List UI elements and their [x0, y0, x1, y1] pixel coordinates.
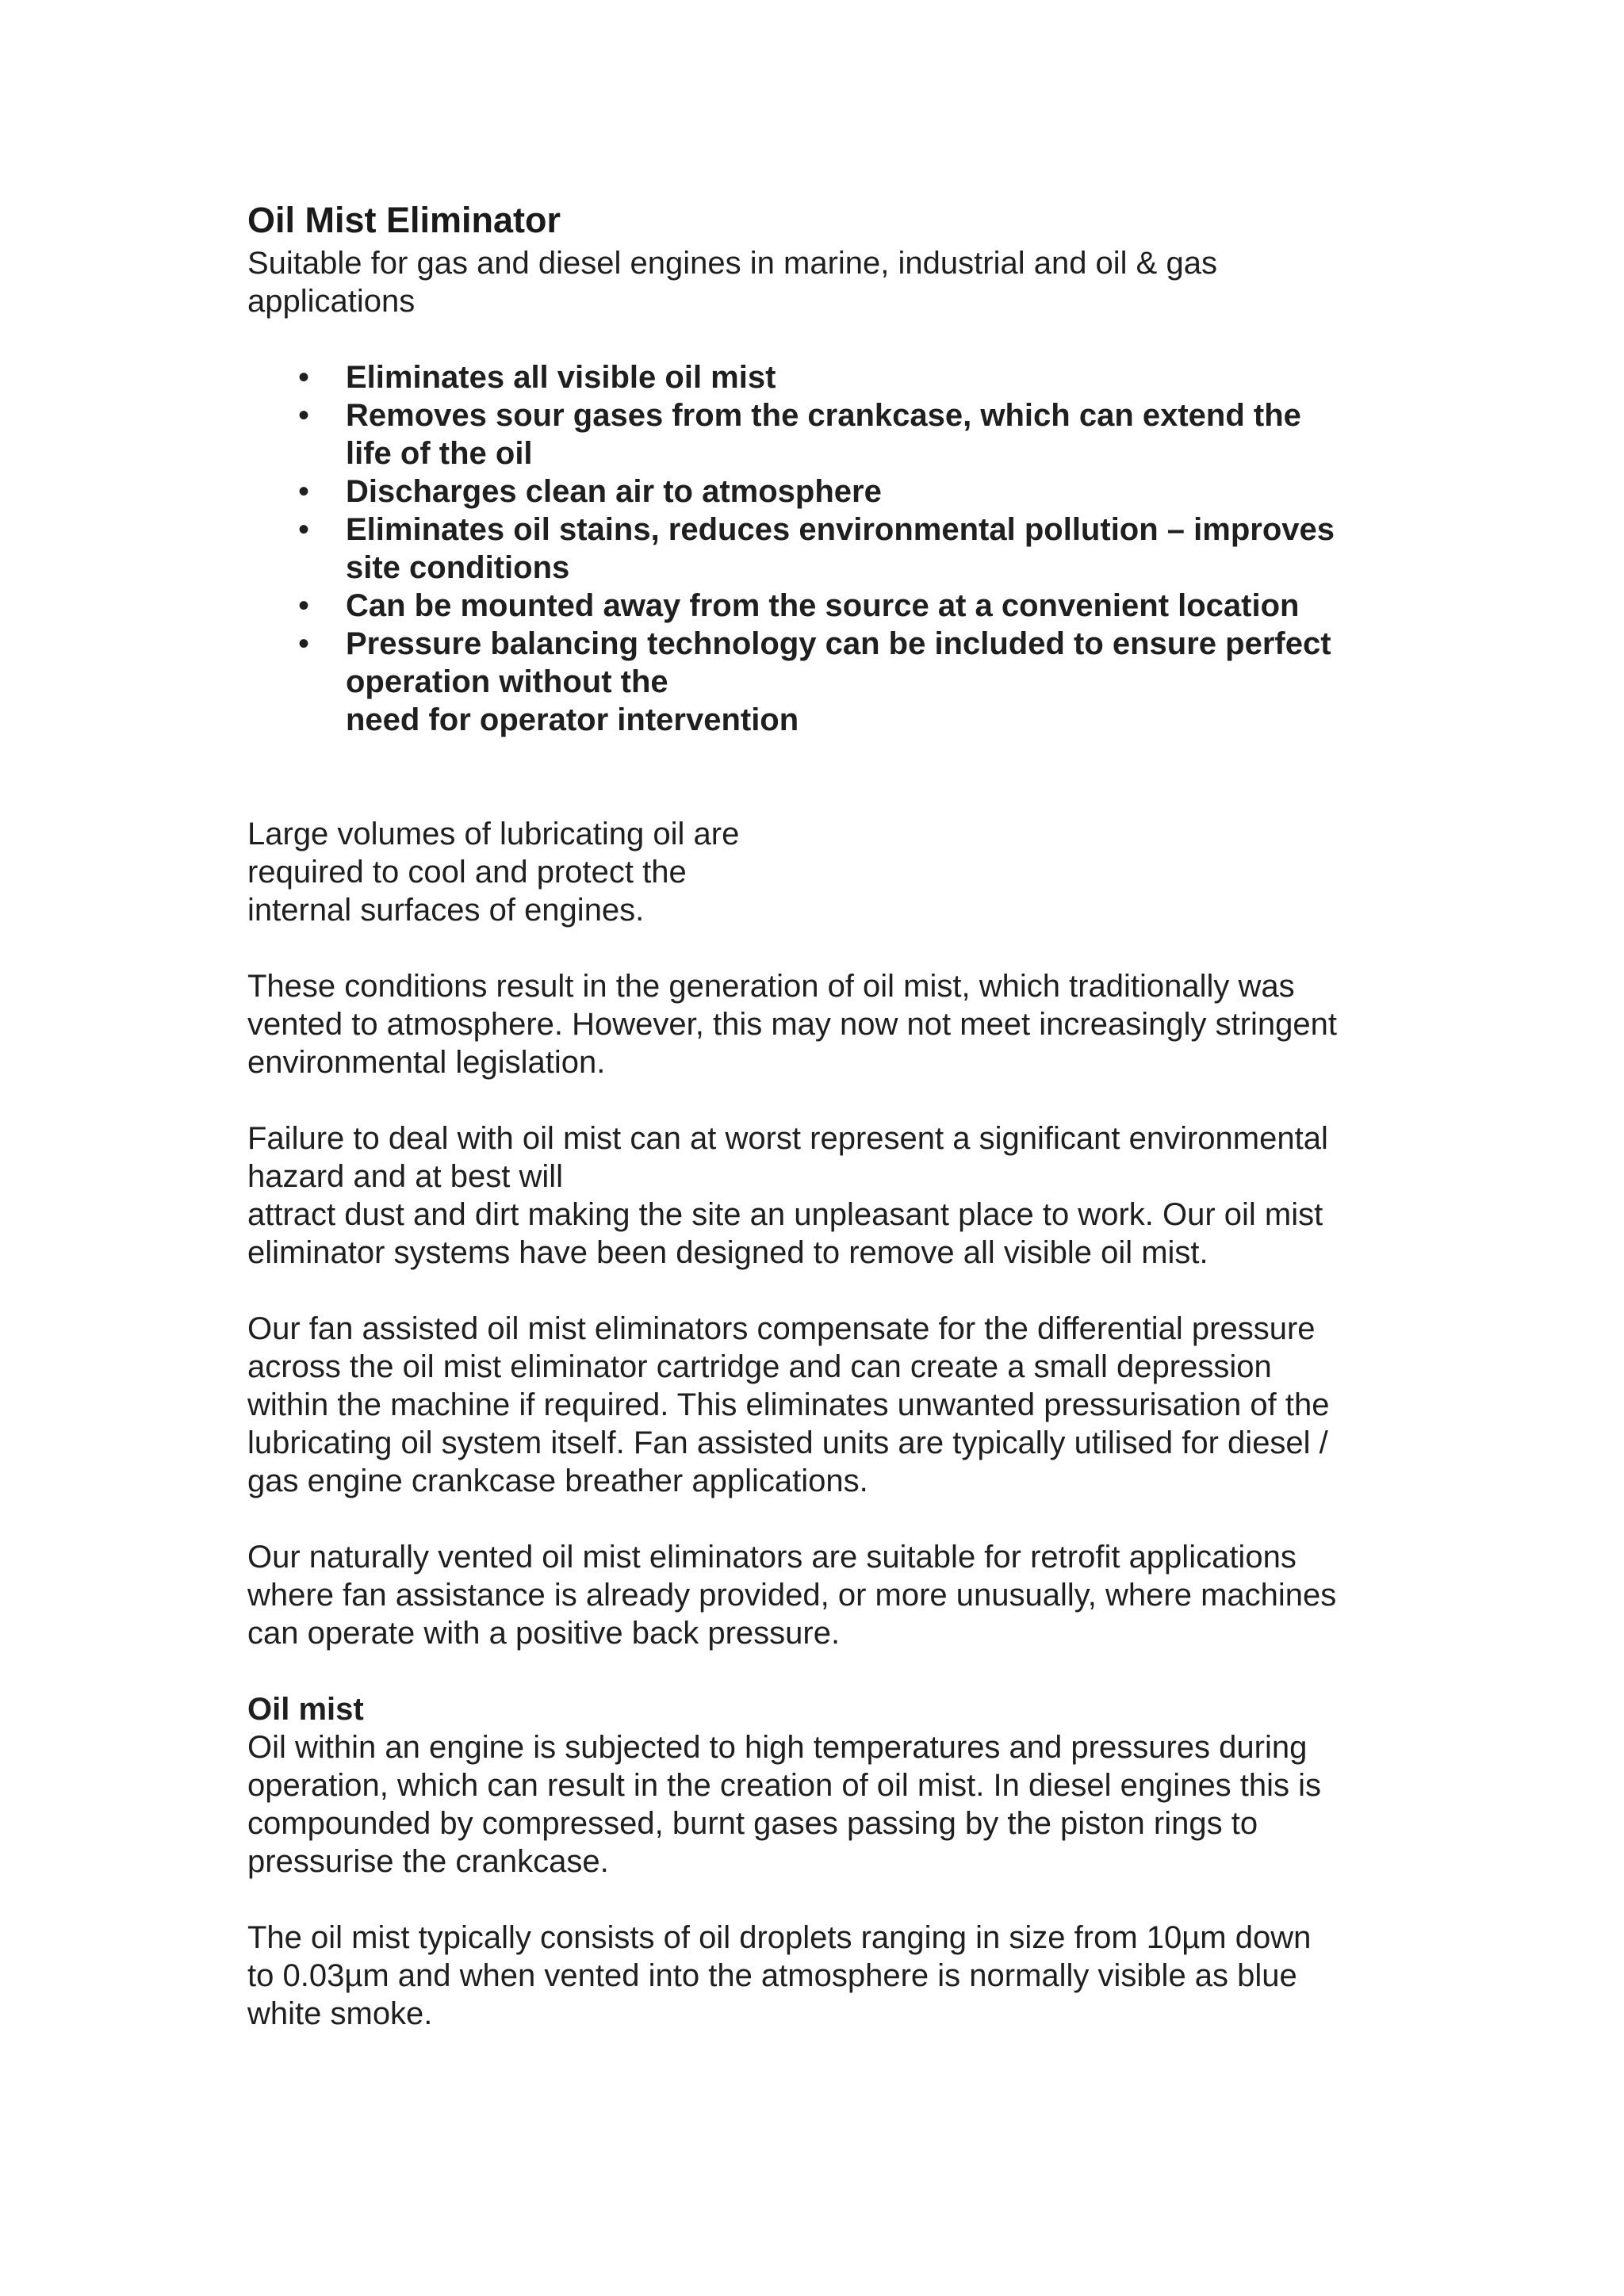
body-paragraph: Large volumes of lubricating oil are required to cool and protect the internal surfaces of engines. [247, 817, 740, 928]
section-paragraph: The oil mist typically consists of oil droplets ranging in size from 10µm down to 0.03µm and when vented into the atmosphere is normally visible as blue white smoke. [247, 1920, 1312, 2031]
bullet-icon: • [298, 512, 310, 547]
bullet-icon: • [298, 398, 310, 433]
body-paragraph: Our fan assisted oil mist eliminators compensate for the differential pressure across the oil mist eliminator cartridge and can create a small depression within the machine if required. This eliminates unwanted pressurisation of the lubricating oil system itself. Fan assisted units are typically utilised for diesel / gas engine crankcase breather applications. [247, 1311, 1330, 1498]
feature-text: Pressure balancing technology can be included to ensure perfect operation without the need for operator intervention [346, 626, 1331, 737]
page-subtitle: Suitable for gas and diesel engines in marine, industrial and oil & gas applications [247, 246, 1217, 319]
section-paragraph: Oil within an engine is subjected to high temperatures and pressures during operation, which can result in the creation of oil mist. In diesel engines this is compounded by compressed, burnt gases passing by the piston rings to pressurise the crankcase. [247, 1730, 1322, 1879]
feature-list-item [247, 625, 1397, 739]
feature-list [247, 358, 1397, 739]
bullet-icon: • [298, 474, 310, 509]
document-body [247, 197, 1397, 2033]
feature-text: Eliminates oil stains, reduces environmental pollution – improves site conditions [346, 512, 1335, 585]
feature-list-item [247, 587, 1397, 625]
body-paragraph: These conditions result in the generation of oil mist, which traditionally was vented to atmosphere. However, this may now not meet increasingly stringent environmental legislation. [247, 969, 1338, 1080]
body-paragraph: Our naturally vented oil mist eliminators are suitable for retrofit applications where fan assistance is already provided, or more unusually, where machines can operate with a positive back pressure. [247, 1540, 1337, 1651]
body-paragraph: Failure to deal with oil mist can at worst represent a significant environmental hazard and at best will attract dust and dirt making the site an unpleasant place to work. Our oil mist eliminator systems have been designed to remove all visible oil mist. [247, 1121, 1328, 1270]
page-title: Oil Mist Eliminator [247, 200, 561, 240]
section-heading: Oil mist [247, 1692, 364, 1727]
feature-text: Eliminates all visible oil mist [346, 360, 776, 395]
feature-list-item [247, 511, 1397, 587]
feature-text: Removes sour gases from the crankcase, which can extend the life of the oil [346, 398, 1301, 471]
feature-list-item [247, 473, 1397, 511]
feature-text: Can be mounted away from the source at a convenient location [346, 588, 1300, 623]
bullet-icon: • [298, 360, 310, 395]
feature-text: Discharges clean air to atmosphere [346, 474, 882, 509]
feature-list-item [247, 358, 1397, 396]
bullet-icon: • [298, 588, 310, 623]
feature-list-item [247, 396, 1397, 473]
bullet-icon: • [298, 626, 310, 661]
